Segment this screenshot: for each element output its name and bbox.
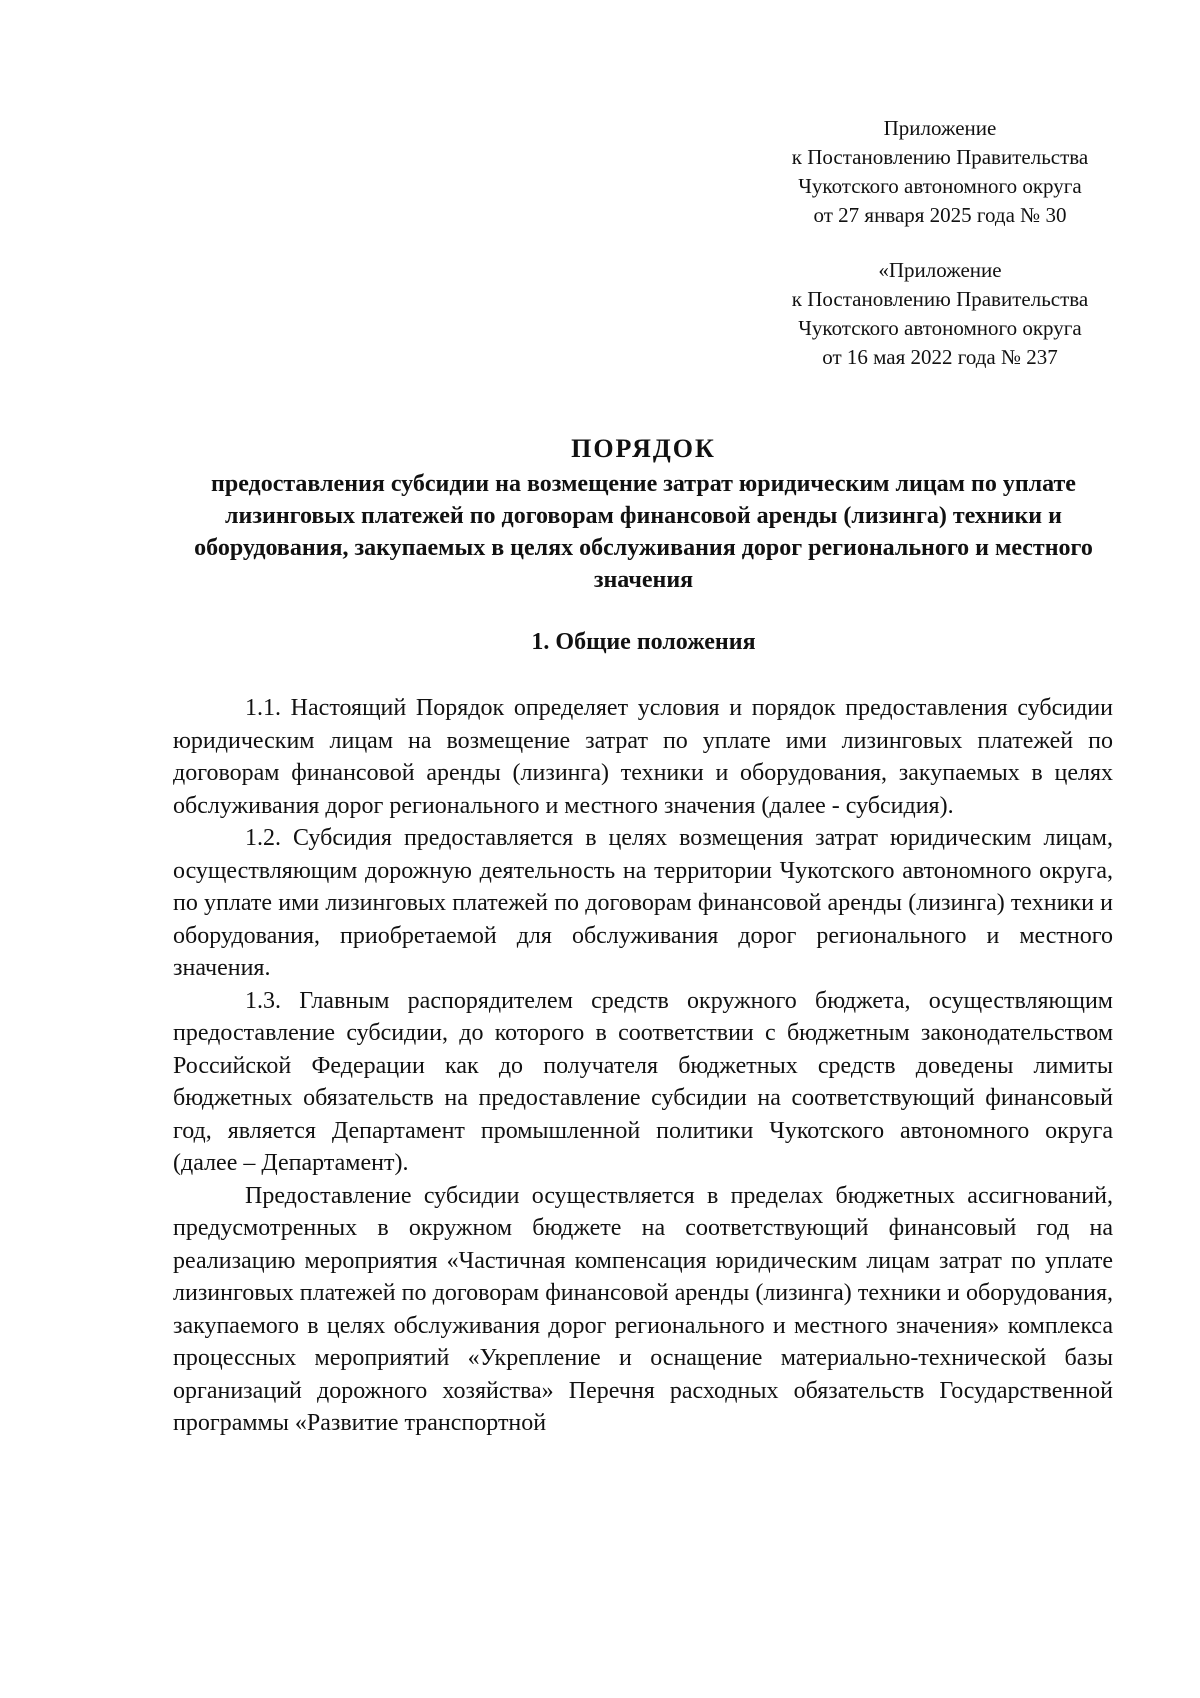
document-body <box>173 692 1113 1440</box>
appendix-region-line: Чукотского автономного округа <box>798 316 1082 340</box>
appendix-date-number: от 16 мая 2022 года № 237 <box>822 345 1058 369</box>
appendix-resolution-line: к Постановлению Правительства <box>791 145 1089 169</box>
appendix-label: «Приложение <box>878 258 1002 282</box>
appendix-header-current <box>770 114 1110 230</box>
appendix-region-line: Чукотского автономного округа <box>798 174 1082 198</box>
appendix-label: Приложение <box>883 116 997 140</box>
paragraph-1-3-continued: Предоставление субсидии осуществляется в пределах бюджетных ассигнований, предусмотренных в окружном бюджете на соответствующий финансовый год на реализацию мероприятия «Частичная компенсация юридическим лицам затрат по уплате лизинговых платежей по договорам финансовой аренды (лизинга) техники и оборудования, закупаемого в целях обслуживания дорог регионального и местного значения» комплекса процессных мероприятий «Укрепление и оснащение материально-технической базы организаций дорожного хозяйства» Перечня расходных обязательств Государственной программы «Развитие транспортной <box>173 1182 1113 1436</box>
appendix-date-number: от 27 января 2025 года № 30 <box>813 203 1067 227</box>
paragraph-1-2: 1.2. Субсидия предоставляется в целях возмещения затрат юридическим лицам, осуществляющим дорожную деятельность на территории Чукотского автономного округа, по уплате ими лизинговых платежей по договорам финансовой аренды (лизинга) техники и оборудования, приобретаемой для обслуживания дорог регионального и местного значения. <box>173 825 1113 981</box>
document-title-block <box>176 431 1111 596</box>
appendix-header-original <box>770 256 1110 372</box>
paragraph-1-1: 1.1. Настоящий Порядок определяет условия и порядок предоставления субсидии юридическим лицам на возмещение затрат по уплате ими лизинговых платежей по договорам финансовой аренды (лизинга) техники и оборудования, закупаемых в целях обслуживания дорог регионального и местного значения (далее - субсидия). <box>173 695 1113 819</box>
paragraph-1-3: 1.3. Главным распорядителем средств окружного бюджета, осуществляющим предоставление субсидии, до которого в соответствии с бюджетным законодательством Российской Федерации как до получателя бюджетных средств доведены лимиты бюджетных обязательств на предоставление субсидии на соответствующий финансовый год, является Департамент промышленной политики Чукотского автономного округа (далее – Департамент). <box>173 987 1113 1176</box>
section-heading-general-provisions: 1. Общие положения <box>531 629 756 655</box>
document-title: ПОРЯДОК <box>571 434 716 463</box>
document-subtitle: предоставления субсидии на возмещение затрат юридическим лицам по уплате лизинговых платежей по договорам финансовой аренды (лизинга) техники и оборудования, закупаемых в целях обслуживания дорог регионального и местного значения <box>194 471 1093 593</box>
appendix-resolution-line: к Постановлению Правительства <box>791 287 1089 311</box>
